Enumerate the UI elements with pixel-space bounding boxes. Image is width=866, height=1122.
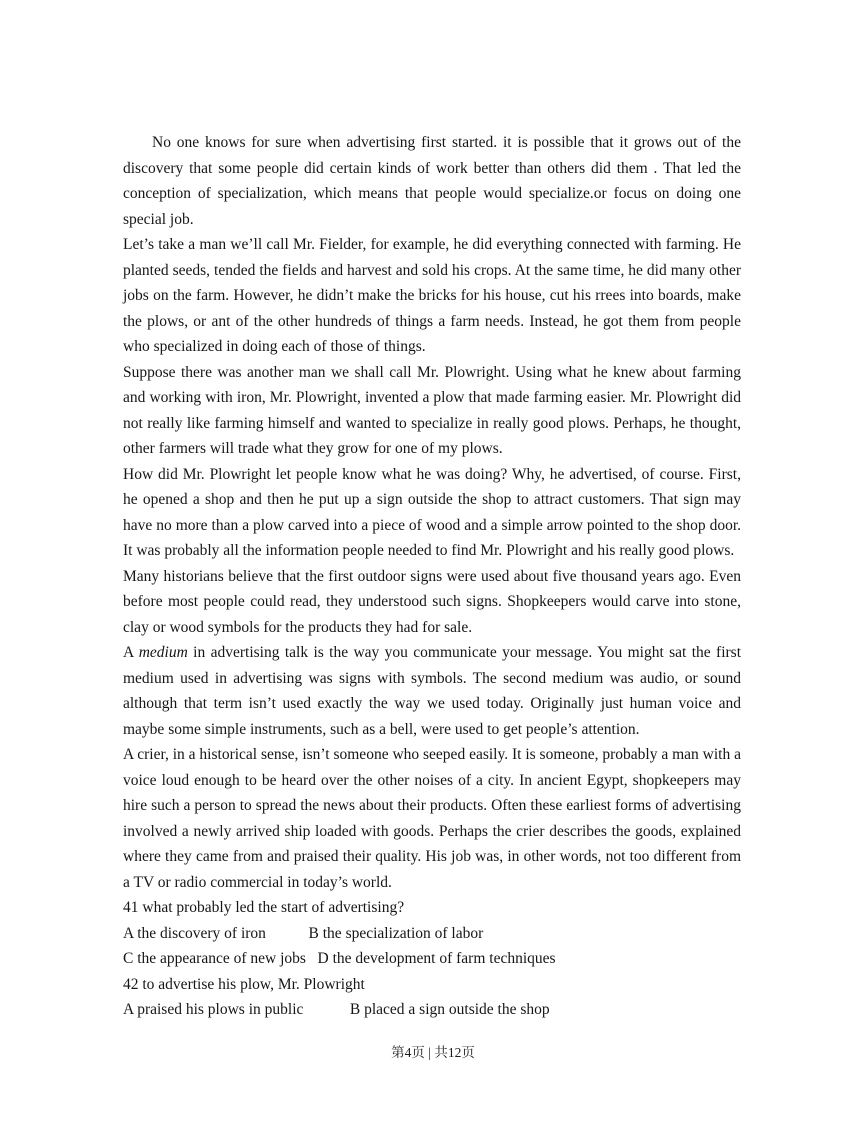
- text-block: [123, 130, 741, 1023]
- question-41-options-ab: A the discovery of iron B the specialization of labor: [123, 924, 484, 942]
- paragraph-mr-fielder: Let’s take a man we’ll call Mr. Fielder, for example, he did everything connected with farming. He planted seeds, tended the fields and harvest and sold his crops. At the same time, he did many other jobs on the farm. However, he didn’t make the bricks for his house, cut his rrees into boards, make the plows, or ant of the other hundreds of things a farm needs. Instead, he got them from people who specialized in doing each of those of things.: [123, 236, 741, 355]
- question-41: 41 what probably led the start of advertising?: [123, 899, 405, 916]
- paragraph-crier: A crier, in a historical sense, isn’t someone who seeped easily. It is someone, probably a man with a voice loud enough to be heard over the other noises of a city. In ancient Egypt, shopkeepers may hire such a person to spread the news about their products. Often these earliest forms of advertising involved a newly arrived ship loaded with goods. Perhaps the crier describes the goods, explained where they came from and praised their quality. His job was, in other words, not too different from a TV or radio commercial in today’s world.: [123, 746, 741, 891]
- paragraph-medium-rest: in advertising talk is the way you communicate your message. You might sat the first medium used in advertising was signs with symbols. The second medium was audio, or sound although that term isn’t used exactly the way we used today. Originally just human voice and maybe some simple instruments, such as a bell, were used to get people’s attention.: [123, 644, 742, 738]
- paragraph-intro: No one knows for sure when advertising first started. it is possible that it grows out of the discovery that some people did certain kinds of work better than others did them . That led the conception of specialization, which means that people would specialize.or focus on doing one special job.: [123, 134, 741, 228]
- question-42: 42 to advertise his plow, Mr. Plowright: [123, 975, 365, 993]
- question-41-options-cd: C the appearance of new jobs D the development of farm techniques: [123, 950, 556, 967]
- page-footer: 第4页 | 共12页: [391, 1045, 475, 1060]
- paragraph-medium: [123, 640, 741, 742]
- paragraph-mr-plowright: Suppose there was another man we shall call Mr. Plowright. Using what he knew about farming and working with iron, Mr. Plowright, invented a plow that made farming easier. Mr. Plowright did not really like farming himself and wanted to specialize in really good plows. Perhaps, he thought, other farmers will trade what they grow for one of my plows.: [123, 363, 741, 457]
- paragraph-advertising-sign: How did Mr. Plowright let people know what he was doing? Why, he advertised, of course. First, he opened a shop and then he put up a sign outside the shop to attract customers. That sign may have no more than a plow carved into a piece of wood and a simple arrow pointed to the shop door. It was probably all the information people needed to find Mr. Plowright and his really good plows.: [123, 465, 741, 559]
- medium-italic-word: medium: [138, 644, 188, 661]
- question-42-options-ab: A praised his plows in public B placed a sign outside the shop: [123, 1001, 550, 1018]
- paragraph-medium-prefix: A: [123, 644, 139, 661]
- paragraph-outdoor-signs: Many historians believe that the first outdoor signs were used about five thousand years ago. Even before most people could read, they understood such signs. Shopkeepers would carve into stone, clay or wood symbols for the products they had for sale.: [123, 567, 741, 636]
